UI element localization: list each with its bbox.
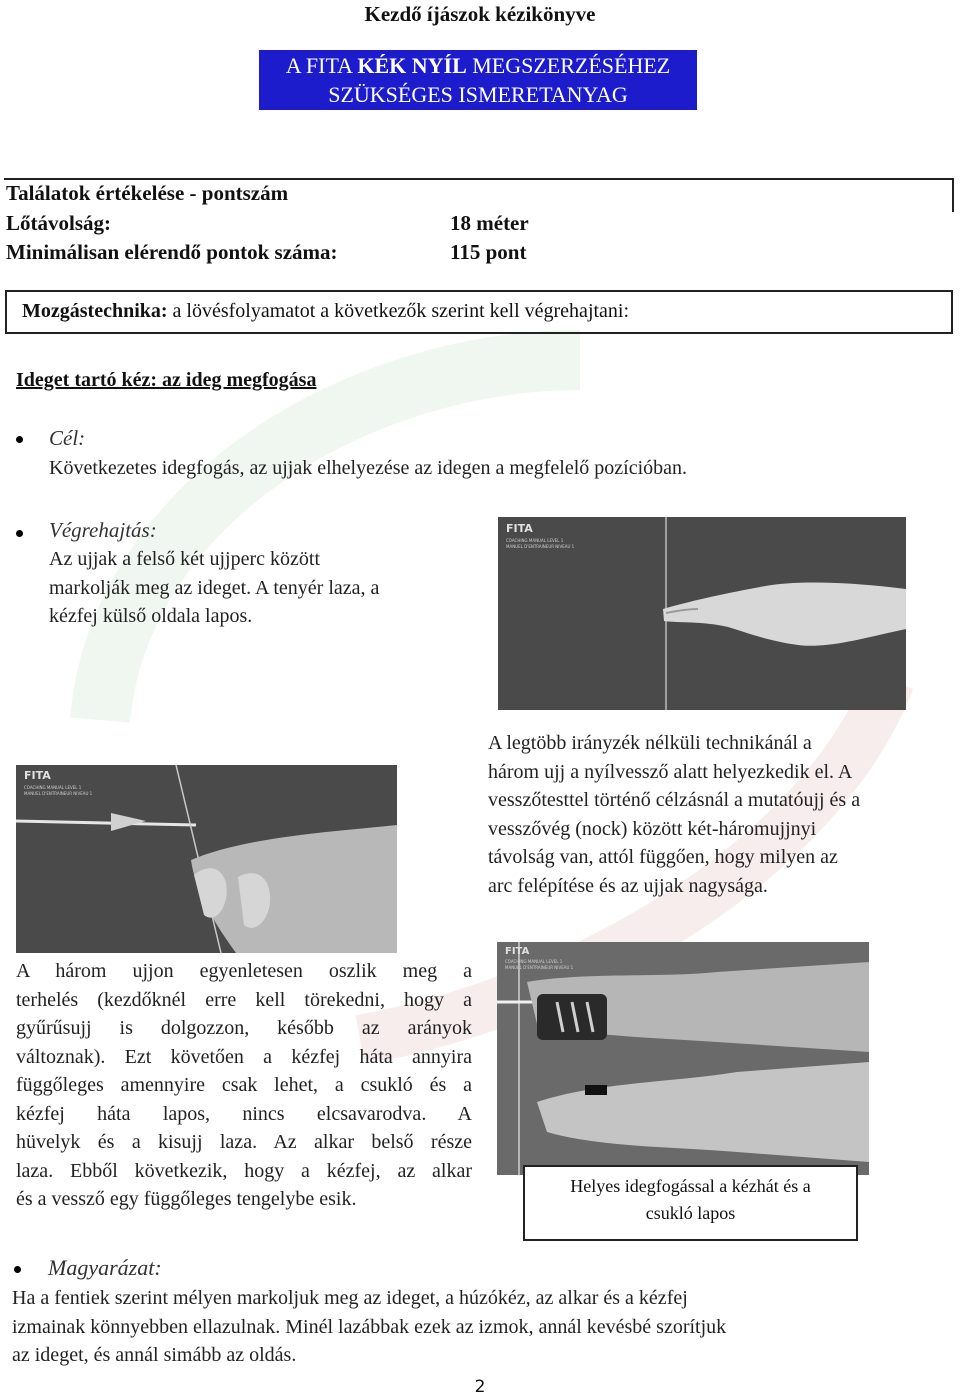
text-line: vesszőtesttel történő célzásnál a mutatóujj és a xyxy=(488,789,861,811)
goal-text: Következetes idegfogás, az ujjak elhelyezése az idegen a megfelelő pozícióban. xyxy=(49,457,688,479)
distance-label: Lőtávolság: xyxy=(6,211,111,235)
photo-subtitle: MANUEL D'ENTRAINEUR NIVEAU 1 xyxy=(24,791,93,796)
photo-subtitle: COACHING MANUAL LEVEL 1 xyxy=(506,538,564,543)
text-line: terhelés (kezdőknél erre kell törekedni, hogy a xyxy=(16,988,472,1011)
text-line: az ideget, és annál simább az oldás. xyxy=(12,1344,297,1366)
text-line: arc felépítése és az ujjak nagysága. xyxy=(488,874,768,897)
banner-text: A FITA xyxy=(285,53,358,78)
technique-text xyxy=(488,729,860,900)
bullet-icon xyxy=(14,1266,21,1273)
photo-subtitle: MANUEL D'ENTRAINEUR NIVEAU 1 xyxy=(506,544,575,549)
scoring-title: Találatok értékelése - pontszám xyxy=(6,181,289,205)
photo-logo: FITA xyxy=(506,522,533,535)
bullet-icon xyxy=(16,436,23,443)
text-line: három ujj a nyílvessző alatt helyezkedik el. A xyxy=(488,760,853,783)
text-line: gyűrűsujj is dolgozzon, később az arányok xyxy=(16,1017,472,1039)
exec-label: Végrehajtás: xyxy=(49,518,157,542)
explain-text xyxy=(12,1284,726,1370)
photo-hand-grip xyxy=(498,517,906,710)
text-line: laza. Ebből következik, hogy a kézfej, az alkar xyxy=(16,1159,472,1182)
bullet-icon xyxy=(16,530,23,537)
movement-description: a lövésfolyamatot a következők szerint kell végrehajtani: xyxy=(167,300,630,322)
load-text xyxy=(16,957,472,1214)
explain-label: Magyarázat: xyxy=(48,1255,162,1280)
section-heading: Ideget tartó kéz: az ideg megfogása xyxy=(16,369,317,391)
photo-three-fingers xyxy=(16,765,397,953)
text-line: kézfej háta lapos, nincs elcsavarodva. A xyxy=(16,1102,472,1125)
banner-text: SZÜKSÉGES ISMERETANYAG xyxy=(328,82,628,107)
text-line: kézfej külső oldala lapos. xyxy=(49,605,253,627)
exec-text xyxy=(49,545,379,631)
document-title: Kezdő íjászok kézikönyve xyxy=(364,2,596,26)
text-line: Ha a fentiek szerint mélyen markoljuk meg az ideget, a húzókéz, az alkar és a kézfej xyxy=(12,1287,688,1309)
text-line: izmainak könnyebben ellazulnak. Minél lazábbak ezek az izmok, annál kevésbé szorítjuk xyxy=(12,1315,727,1338)
photo-subtitle: COACHING MANUAL LEVEL 1 xyxy=(24,785,82,790)
movement-text xyxy=(22,300,629,323)
distance-value: 18 méter xyxy=(450,211,529,235)
title-banner xyxy=(259,50,697,110)
photo-logo: FITA xyxy=(24,769,51,782)
photo-subtitle: MANUEL D'ENTRAINEUR NIVEAU 1 xyxy=(505,965,574,970)
min-points-label: Minimálisan elérendő pontok száma: xyxy=(6,240,338,264)
text-line: függőleges amennyire csak lehet, a csukló és a xyxy=(16,1074,472,1096)
caption-line: csukló lapos xyxy=(645,1203,736,1223)
goal-label: Cél: xyxy=(49,426,86,450)
photo-flat-wrist xyxy=(497,942,869,1175)
banner-text: MEGSZERZÉSÉHEZ xyxy=(466,53,671,78)
banner-bold-text: KÉK NYÍL xyxy=(357,53,467,78)
page-number: 2 xyxy=(474,1377,486,1397)
text-line: markolják meg az ideget. A tenyér laza, a xyxy=(49,576,380,599)
text-line: változnak). Ezt követően a kézfej háta annyira xyxy=(16,1045,472,1068)
movement-label: Mozgástechnika: xyxy=(22,300,168,322)
text-line: A három ujjon egyenletesen oszlik meg a xyxy=(16,960,472,982)
text-line: és a vessző egy függőleges tengelybe esik. xyxy=(16,1188,357,1210)
caption-line: Helyes idegfogással a kézhát és a xyxy=(570,1176,811,1196)
photo-logo: FITA xyxy=(505,946,530,957)
photo-subtitle: COACHING MANUAL LEVEL 1 xyxy=(505,959,563,964)
min-points-value: 115 pont xyxy=(450,240,527,264)
text-line: A legtöbb irányzék nélküli technikánál a xyxy=(488,732,812,754)
text-line: Az ujjak a felső két ujjperc között xyxy=(49,548,321,570)
text-line: vesszővég (nock) között két-háromujjnyi xyxy=(488,817,817,840)
text-line: hüvelyk és a kisujj laza. Az alkar belső része xyxy=(16,1131,472,1153)
text-line: távolság van, attól függően, hogy milyen az xyxy=(488,846,838,868)
photo-caption xyxy=(523,1165,858,1241)
